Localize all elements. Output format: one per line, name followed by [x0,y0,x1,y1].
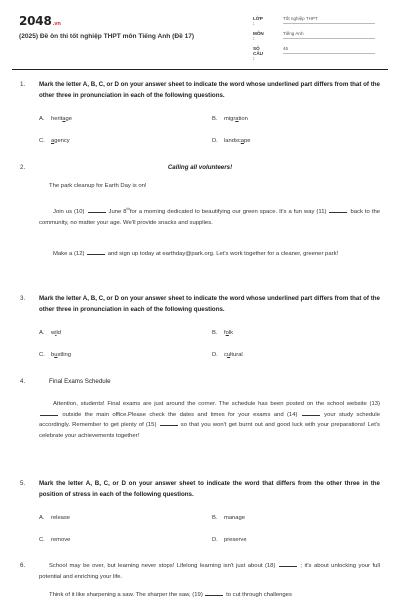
option-b[interactable] [212,114,248,124]
option-a[interactable] [39,114,72,124]
option-letter: C. [39,537,45,543]
passage-text: to cut through challenges [226,592,292,598]
passage-text: School may be over, but learning never stops! Lifelong learning isn't just about (18) [49,563,276,569]
passage-text: and sign up today at earthday@park.org. Let's work together for a cleaner, greener park! [107,251,339,257]
option-text: ge [65,116,72,122]
option-letter: D. [212,537,218,543]
passage-text: June 8 [108,208,127,215]
site-logo[interactable] [19,14,61,28]
option-underline: a [62,116,66,122]
option-underline: a [235,116,239,122]
answer-blank [87,250,105,255]
passage-text: for a morning dedicated to beautifying our green space. It's a fun way (11) [129,208,327,215]
option-letter: C. [39,138,45,144]
passage-paragraph [39,249,380,260]
option-d[interactable] [212,136,250,146]
option-b[interactable] [212,328,233,338]
option-text: manage [224,515,245,521]
option-underline: i [55,330,57,336]
option-text: release [51,515,71,521]
option-text: b [51,352,55,358]
option-text: w [51,330,56,336]
option-d[interactable] [212,350,243,360]
passage-title: Final Exams Schedule [49,378,111,385]
option-text: ltural [230,352,243,358]
option-letter: C. [39,352,45,358]
option-b[interactable] [212,513,245,523]
question-number: 2. [20,164,26,171]
option-letter: A. [39,515,45,521]
option-letter: B. [212,330,218,336]
page-header [0,0,400,66]
answer-blank [88,208,106,213]
header-divider [12,69,388,70]
question-number: 1. [20,81,26,88]
option-letter: B. [212,515,218,521]
option-c[interactable] [39,136,70,146]
option-text: f [224,330,226,336]
question-stem: Mark the letter A, B, C, or D on your answer sheet to indicate the word whose underlined part differs from that of the other three in pronunciation in each of the following questions. [39,295,380,313]
meta-label: MÔN : [253,31,264,41]
passage-text: Make a (12) [53,251,85,257]
question-number: 4. [20,378,26,385]
logo-main: 2048 [19,14,52,28]
passage-paragraph [39,205,380,228]
meta-label: LỚP : [253,16,263,26]
option-a[interactable] [39,513,70,523]
option-letter: A. [39,116,45,122]
passage-text: back to the community, no matter your age. We'll provide snacks and supplies. [39,208,381,226]
option-letter: D. [212,138,218,144]
passage-paragraph [39,561,380,582]
option-c[interactable] [39,535,70,545]
option-text: gency [54,138,70,144]
option-c[interactable] [39,350,71,360]
option-underline: u [226,352,231,358]
passage-title: Calling all volunteers! [167,164,233,171]
answer-blank [302,411,320,416]
option-text: pe [244,138,251,144]
option-letter: B. [212,116,218,122]
passage-text: Think of it like sharpening a saw. The sharper the saw, (19) [49,592,203,598]
answer-blank [329,208,347,213]
option-underline: a [51,138,55,144]
passage-text: your study schedule accordingly. Remember to get plenty of (15) [39,411,380,429]
answer-blank [40,411,58,416]
option-letter: D. [212,352,218,358]
option-text: stling [57,352,72,358]
option-text: preserve [224,537,247,543]
question-number: 5. [20,480,26,487]
meta-value: 46 [283,46,375,54]
option-text: migr [224,116,236,122]
option-underline: u [54,352,58,358]
option-text: herit [51,116,63,122]
passage-text: Join us (10) [53,208,85,215]
passage-text: so that you won't get burnt out and good luck with your preparations! Let's celebrate your achievements together! [39,422,380,439]
answer-blank [160,421,178,426]
option-text: remove [51,537,71,543]
question-number: 3. [20,295,26,302]
option-text: landsc [224,138,241,144]
passage-paragraph [39,399,380,442]
passage-text: Attention, students! Final exams are just around the corner. The schedule has been posted on the school website (13) [53,401,380,407]
option-text: c [224,352,227,358]
option-letter: A. [39,330,45,336]
option-text: tion [238,116,248,122]
option-underline: a [240,138,244,144]
passage-intro: The park cleanup for Earth Day is on! [49,183,147,189]
passage-text: ; it's about unlocking your full potential and enriching your life. [39,563,380,580]
meta-label: SỐ CÂU : [253,46,263,61]
option-a[interactable] [39,328,61,338]
passage-paragraph [39,590,380,601]
question-stem: Mark the letter A, B, C, or D on your answer sheet to indicate the word that differs from the other three in the position of stress in each of the following questions. [39,480,380,498]
meta-value: Tiếng Anh [283,31,375,39]
answer-blank [279,562,297,567]
option-underline: o [225,330,229,336]
meta-value: Tốt nghiệp THPT [283,16,375,24]
option-text: ld [56,330,61,336]
superscript: th [126,206,130,211]
option-text: lk [228,330,234,336]
answer-blank [205,591,223,596]
question-stem: Mark the letter A, B, C, or D on your answer sheet to indicate the word whose underlined part differs from that of the other three in pronunciation in each of the following questions. [39,81,380,99]
exam-title: (2025) Đề ôn thi tốt nghiệp THPT môn Tiếng Anh (Đề 17) [19,33,195,40]
passage-text: outside the main office.Please check the dates and times for your exams and (14) [62,411,298,418]
option-d[interactable] [212,535,247,545]
logo-suffix: .vn [52,21,61,27]
question-number: 6. [20,562,26,569]
